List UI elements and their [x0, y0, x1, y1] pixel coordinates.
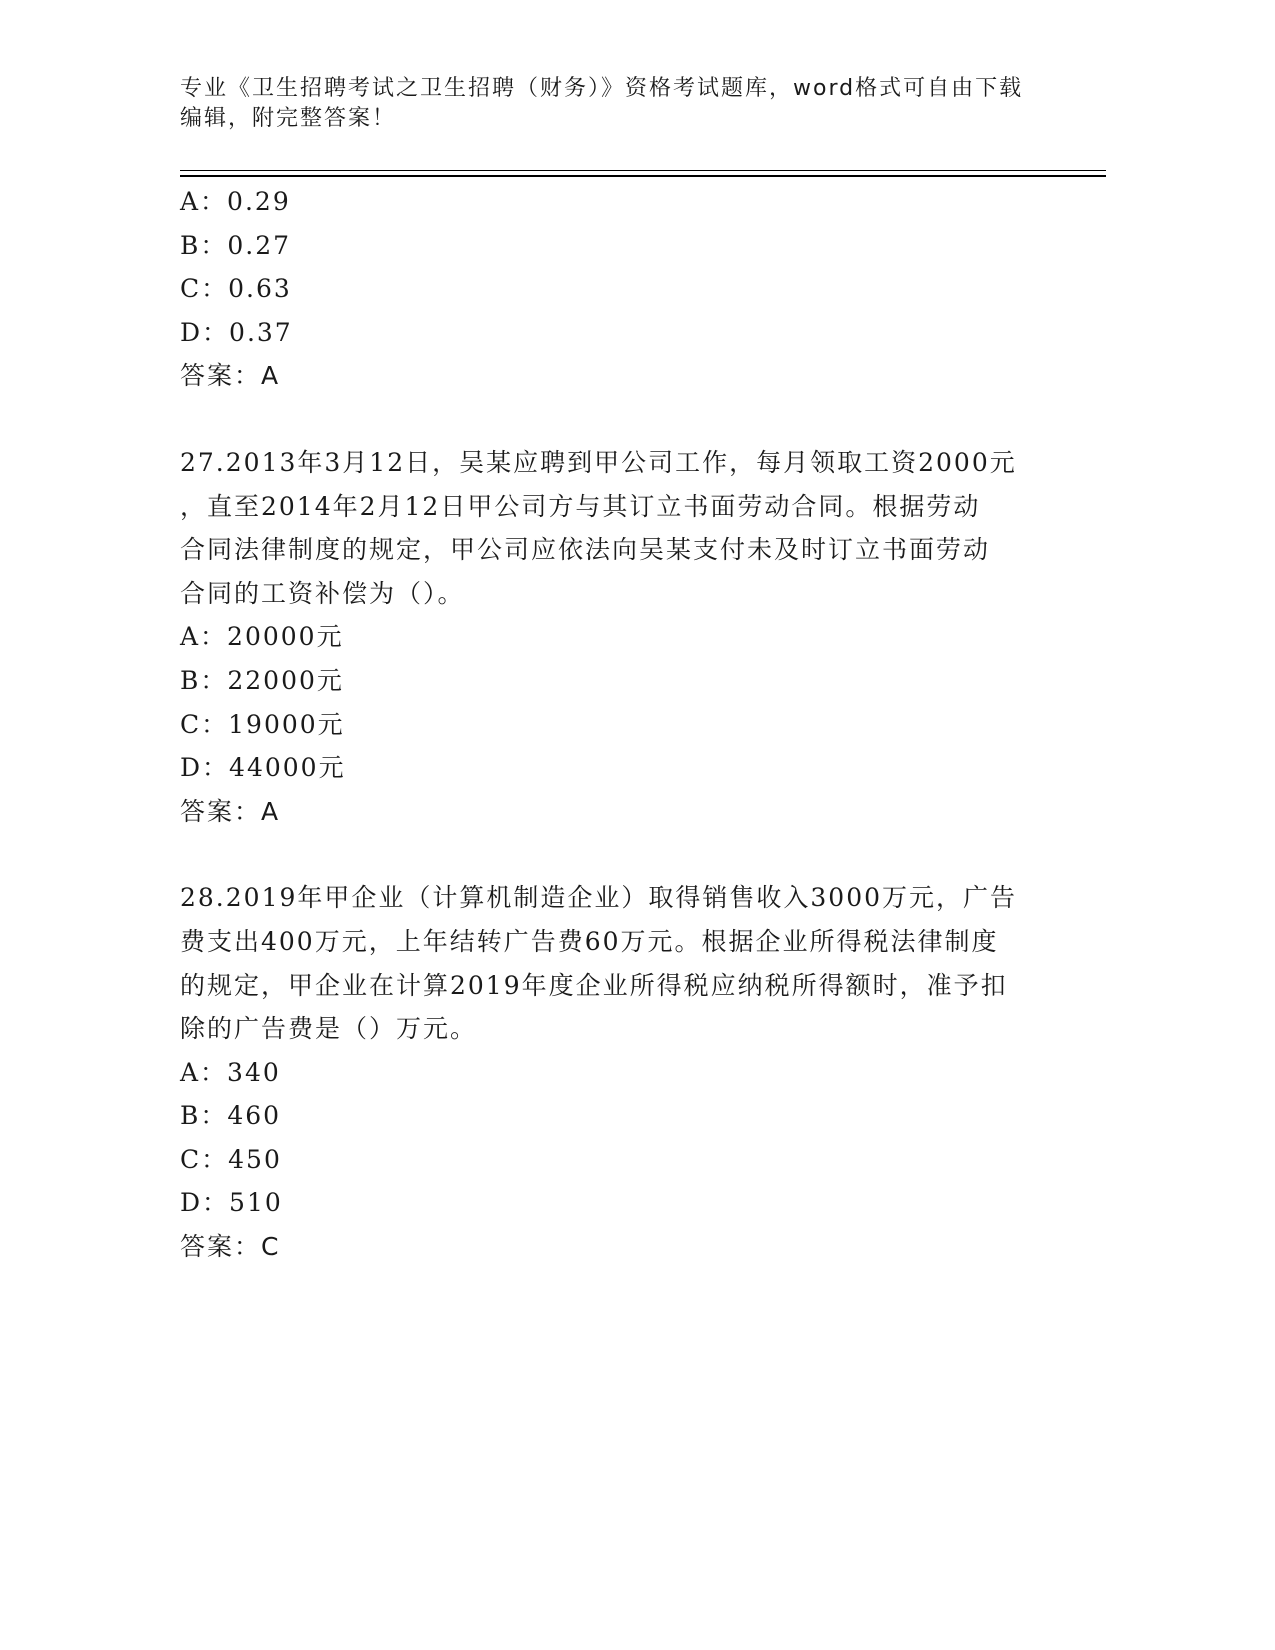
option-b: B：22000元 — [180, 665, 344, 695]
header-divider-thin — [180, 170, 1106, 171]
question-text-line: ，直至2014年2月12日甲公司方与其订立书面劳动合同。根据劳动 — [180, 491, 981, 521]
option-d: D：510 — [180, 1188, 283, 1218]
question-text-line: 的规定，甲企业在计算2019年度企业所得税应纳税所得额时，准予扣 — [180, 970, 1008, 1000]
header-title-line-2: 编辑，附完整答案！ — [180, 106, 397, 131]
question-text — [180, 876, 1040, 1050]
answer: 答案：C — [180, 1232, 281, 1262]
answer: 答案：A — [180, 361, 281, 391]
option-d: D：44000元 — [180, 753, 346, 783]
question-28 — [180, 876, 1060, 1268]
question-27 — [180, 441, 1060, 833]
option-a: A：340 — [180, 1057, 281, 1087]
option-c: C：19000元 — [180, 709, 345, 739]
question-text-line: 合同法律制度的规定，甲公司应依法向吴某支付未及时订立书面劳动 — [180, 535, 991, 565]
document-header — [180, 74, 1060, 134]
question-list — [180, 180, 1060, 1269]
question-26 — [180, 180, 1060, 398]
option-c: C：450 — [180, 1144, 282, 1174]
question-text-line: 27.2013年3月12日，吴某应聘到甲公司工作，每月领取工资2000元 — [180, 447, 1017, 477]
option-c: C：0.63 — [180, 274, 292, 304]
question-text-line: 费支出400万元，上年结转广告费60万元。根据企业所得税法律制度 — [180, 926, 999, 956]
option-b: B：0.27 — [180, 230, 292, 260]
option-a: A：20000元 — [180, 622, 344, 652]
question-text-line: 除的广告费是（）万元。 — [180, 1014, 478, 1044]
header-divider-thick — [180, 175, 1106, 177]
option-b: B：460 — [180, 1101, 282, 1131]
header-title-line-1: 专业《卫生招聘考试之卫生招聘（财务）》资格考试题库，word格式可自由下载 — [180, 76, 1024, 101]
option-a: A：0.29 — [180, 187, 291, 216]
option-d: D：0.37 — [180, 317, 293, 347]
question-text-line: 28.2019年甲企业（计算机制造企业）取得销售收入3000万元，广告 — [180, 883, 1018, 913]
question-text-line: 合同的工资补偿为（）。 — [180, 578, 465, 608]
question-text — [180, 441, 1040, 615]
answer: 答案：A — [180, 796, 281, 826]
